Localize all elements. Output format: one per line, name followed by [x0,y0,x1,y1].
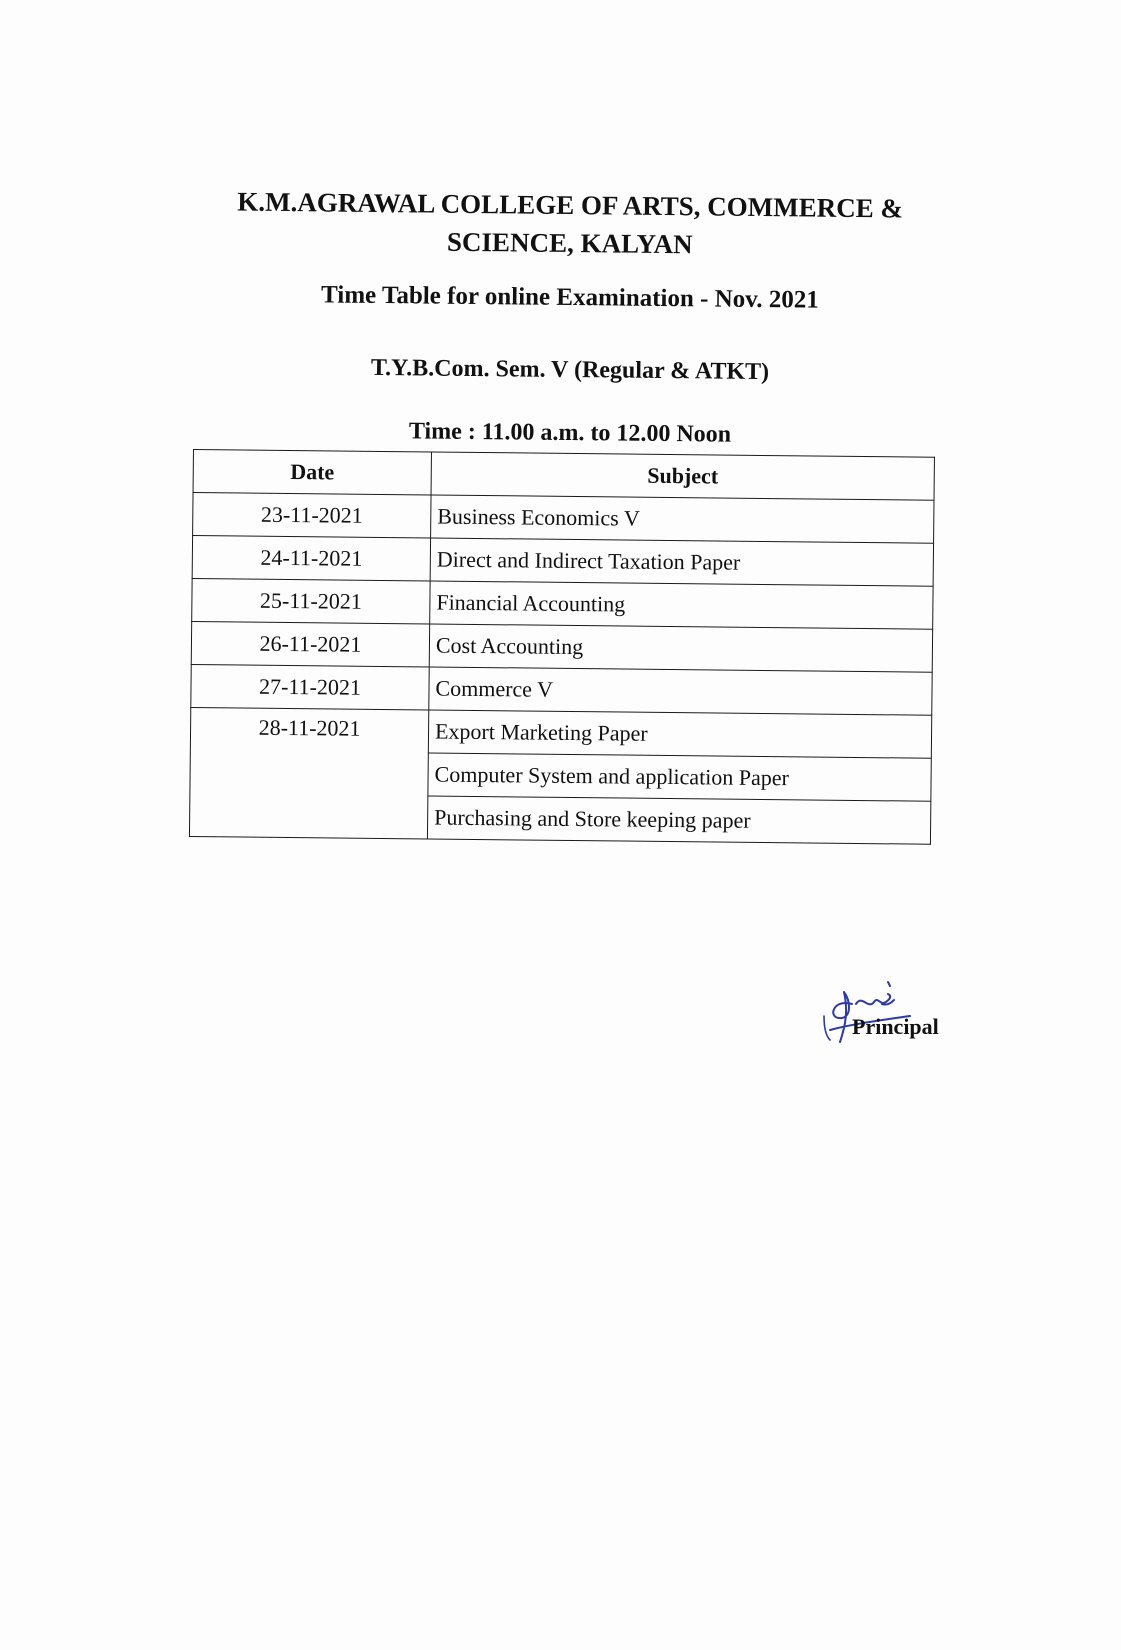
table-row [191,664,932,715]
exam-title: Time Table for online Examination - Nov. 2021 [320,281,820,314]
subject-cell: Financial Accounting [430,581,933,629]
table-row [192,578,933,629]
subject-cell: Direct and Indirect Taxation Paper [430,538,933,586]
table-row [190,707,931,758]
column-header-subject: Subject [431,452,934,500]
exam-time: Time : 11.00 a.m. to 12.00 Noon [408,418,732,448]
subject-cell: Business Economics V [431,495,934,543]
timetable-container [189,449,935,845]
column-header-date: Date [193,450,431,495]
principal-signature [822,980,939,1090]
principal-label: Principal [852,1014,939,1039]
table-header-row [193,450,934,501]
subject-cell: Cost Accounting [429,624,932,672]
date-cell: 28-11-2021 [189,707,428,838]
subject-cell: Computer System and application Paper [428,753,931,801]
timetable [189,449,935,845]
subject-cell: Export Marketing Paper [428,710,931,758]
class-title: T.Y.B.Com. Sem. V (Regular & ATKT) [370,354,770,386]
date-cell: 23-11-2021 [193,493,431,538]
date-cell: 26-11-2021 [191,621,429,666]
subject-cell: Commerce V [429,667,932,715]
college-name: K.M.AGRAWAL COLLEGE OF ARTS, COMMERCE & SCIENCE, KALYAN [237,186,904,260]
table-row [193,493,934,544]
date-cell: 27-11-2021 [191,664,429,709]
table-row [191,621,932,672]
subject-cell: Purchasing and Store keeping paper [427,796,930,844]
table-row [192,536,933,587]
date-cell: 25-11-2021 [192,578,430,623]
date-cell: 24-11-2021 [192,536,430,581]
